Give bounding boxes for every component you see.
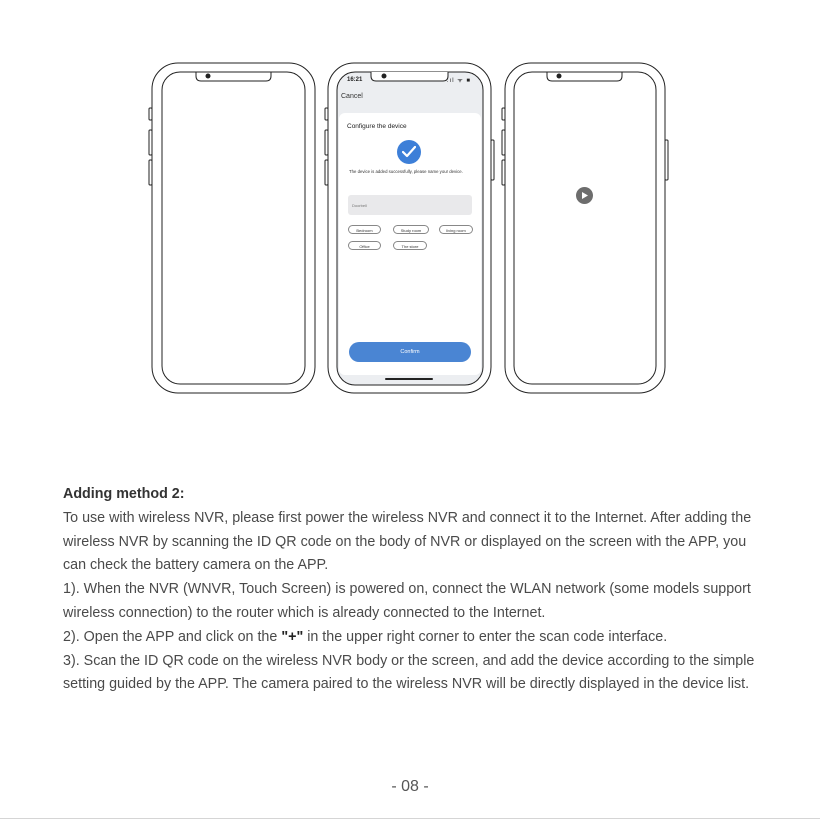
left-phone-camera bbox=[206, 74, 211, 79]
room-chip-bedroom[interactable]: Bedroom bbox=[348, 225, 381, 234]
page-number: - 08 - bbox=[391, 778, 429, 795]
card-title: Configure the device bbox=[347, 123, 407, 130]
cancel-button[interactable]: Cancel bbox=[341, 93, 363, 100]
right-phone bbox=[502, 63, 668, 393]
status-time: 16:21 bbox=[347, 77, 363, 83]
step-2-text-before: 2). Open the APP and click on the bbox=[63, 628, 282, 645]
success-check-icon bbox=[397, 140, 421, 164]
confirm-button[interactable]: Confirm bbox=[349, 342, 471, 362]
bottom-divider bbox=[0, 818, 820, 819]
status-icons: .ıl ᯤ ■ bbox=[446, 78, 471, 84]
app-screen bbox=[337, 73, 483, 385]
left-phone bbox=[149, 63, 315, 393]
room-chip-office[interactable]: Office bbox=[348, 241, 381, 250]
success-message: The device is added successfully, please name your device. bbox=[349, 169, 463, 174]
room-chip-the-store[interactable]: The store bbox=[393, 241, 427, 250]
right-phone-camera bbox=[557, 74, 562, 79]
section-heading: Adding method 2: bbox=[63, 486, 185, 502]
room-chip-living-room[interactable]: living room bbox=[439, 225, 473, 234]
play-icon[interactable] bbox=[576, 187, 593, 204]
step-3: 3). Scan the ID QR code on the wireless NVR body or the screen, and add the device according to the simple setting guided by the APP. The camera paired to the wireless NVR will be directly displayed in the device list. bbox=[63, 652, 755, 693]
intro-paragraph: To use with wireless NVR, please first power the wireless NVR and connect it to the Internet. After adding the wireless NVR by scanning the ID QR code on the body of NVR or displayed on the screen with the APP, you can check the battery camera on the APP. bbox=[63, 509, 752, 574]
step-2-text-after: in the upper right corner to enter the scan code interface. bbox=[303, 628, 668, 645]
step-1: 1). When the NVR (WNVR, Touch Screen) is powered on, connect the WLAN network (some models support wireless connection) to the router which is already connected to the Internet. bbox=[63, 581, 751, 621]
phone-illustrations bbox=[0, 0, 820, 400]
plus-symbol: "+" bbox=[281, 628, 304, 645]
device-name-input[interactable] bbox=[348, 195, 472, 215]
step-2 bbox=[63, 626, 763, 650]
instructions bbox=[63, 483, 763, 697]
configure-card bbox=[339, 113, 481, 375]
room-chip-study-room[interactable]: Study room bbox=[393, 225, 429, 234]
home-indicator bbox=[385, 378, 433, 380]
